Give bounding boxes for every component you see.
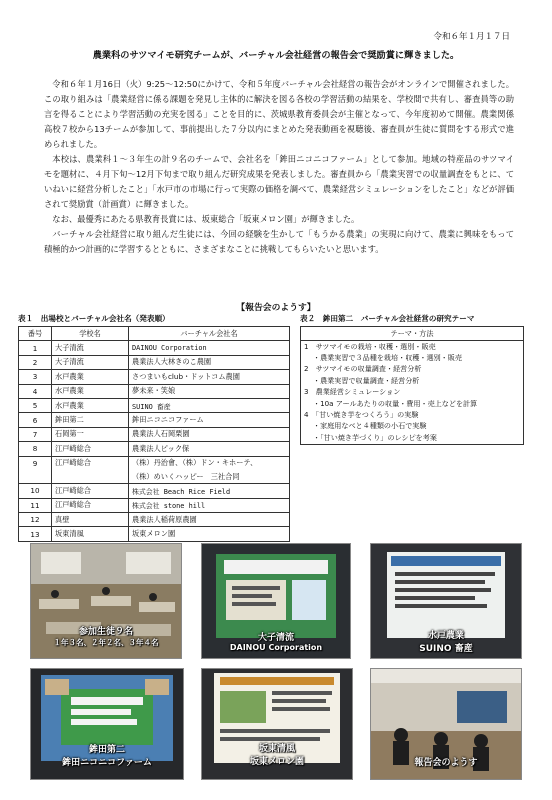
table-row <box>301 375 524 386</box>
row-number: 4 <box>19 384 52 398</box>
row-school: 江戸崎総合 <box>52 442 129 456</box>
table-row <box>19 498 290 512</box>
table-row <box>19 427 290 441</box>
row-company: さつまいもclub・ドットコム農園 <box>129 370 290 384</box>
method-item: ・「甘い焼き芋づくり」のレシピを考案 <box>301 432 524 444</box>
photo-bando <box>201 668 353 780</box>
research-theme-table <box>300 326 524 445</box>
photo-session <box>370 668 522 780</box>
row-school: 鉾田第二 <box>52 413 129 427</box>
table-row <box>19 398 290 412</box>
method-item: ・家庭用なべと４種類の小石で実験 <box>301 421 524 432</box>
row-number: 11 <box>19 498 52 512</box>
row-school: 大子清流 <box>52 355 129 369</box>
table1-caption: 表１ 出場校とバーチャル会社名（発表順） <box>18 314 170 323</box>
table-row <box>301 341 524 353</box>
table-row <box>19 513 290 527</box>
photo-daigo <box>201 543 351 659</box>
method-item: ・農業実習で収量調査・経営分析 <box>301 375 524 386</box>
theme-item: 2 サツマイモの収量調査・経営分析 <box>301 364 524 375</box>
photo-caption-line2: 坂東メロン園 <box>249 757 304 767</box>
paragraph-1: 令和６年１月16日（火）9:25～12:50にかけて、令和５年度バーチャル会社経営の報告会がオンラインで開催されました。この取り組みは「農業経営に係る課題を発見し主体的に解決を図る各校の学習活動の結果を、学校間で共有し、審査員等の助言を得ることにより学習活動の充実を図る」ことを目的に、茨城県教育委員会が主催となって、今年度初めて開催。農業関係高校７校から13チームが参加して、事前提出した７分以内にまとめた発表動画を視聴後、審査員が生徒に質問をする形式で進められました。 <box>44 79 514 149</box>
row-school: 水戸農業 <box>52 370 129 384</box>
table-row <box>301 387 524 398</box>
document-date: 令和６年１月１７日 <box>433 32 510 42</box>
table-row <box>301 409 524 420</box>
row-number: 7 <box>19 427 52 441</box>
table-row <box>19 470 290 484</box>
paragraph-3: なお、最優秀にあたる県教育長賞には、坂東総合「坂東メロン園」が輝きました。 <box>52 214 360 224</box>
table-row <box>19 442 290 456</box>
table-row <box>19 355 290 369</box>
row-company: 坂東メロン園 <box>129 527 290 541</box>
row-school <box>52 470 129 484</box>
photo-caption-line1: 大子清流 <box>257 633 294 643</box>
section-title: 【報告会のようす】 <box>236 303 316 313</box>
paragraph-2: 本校は、農業科１～３年生の計９名のチームで、会社名を「鉾田ニコニコファーム」として参加。地域の特産品のサツマイモを題材に、４月下旬～12月下旬まで取り組んだ研究成果を発表しました。審査員から「農業実習での収量調査をもとに、ていねいに経営分析したこと」「水戸市の市場に行って実際の価格を調べて、農業経営シミュレーションをしたこと」などが評価されて奨励賞（計画賞）に輝きました。 <box>44 154 514 209</box>
row-school: 大子清流 <box>52 341 129 355</box>
row-company: 株式会社 Beach Rice Field <box>129 484 290 498</box>
row-school: 江戸崎総合 <box>52 484 129 498</box>
table1-header-school: 学校名 <box>52 327 129 341</box>
table-row <box>301 398 524 409</box>
photo-caption-line1: 報告会のようす <box>414 758 478 768</box>
row-number: 13 <box>19 527 52 541</box>
row-number: 10 <box>19 484 52 498</box>
table-row <box>19 384 290 398</box>
row-school: 江戸崎総合 <box>52 456 129 470</box>
table1-header-number: 番号 <box>19 327 52 341</box>
photo-mito <box>370 543 522 659</box>
headline: 農業科のサツマイモ研究チームが、バーチャル会社経営の報告会で奨励賞に輝きました。 <box>92 50 460 61</box>
photo-caption-line1: 鉾田第二 <box>88 745 125 755</box>
table-row <box>19 370 290 384</box>
table1-header-company: バーチャル会社名 <box>129 327 290 341</box>
row-company: （株）丹治會、（株）ドン・キホーテ、 <box>129 456 290 470</box>
row-school: 水戸農業 <box>52 398 129 412</box>
row-school: 水戸農業 <box>52 384 129 398</box>
row-company: 農業法人稲荷原農園 <box>129 513 290 527</box>
photo-caption-line2: １年３名、２年２名、３年４名 <box>53 638 159 647</box>
row-number: 6 <box>19 413 52 427</box>
theme-item: 1 サツマイモの栽培・収穫・選別・販売 <box>301 341 524 353</box>
row-company: 農業法人ピック保 <box>129 442 290 456</box>
method-item: ・農業実習で３品種を栽培・収穫・選別・販売 <box>301 352 524 363</box>
photo-caption-line2: 鉾田ニコニコファーム <box>62 758 152 768</box>
photo-participants <box>30 543 182 659</box>
photo-hokota <box>30 668 184 780</box>
table2-caption: 表２ 鉾田第二 バーチャル会社経営の研究テーマ <box>300 314 475 323</box>
row-school: 江戸崎総合 <box>52 498 129 512</box>
row-number: 8 <box>19 442 52 456</box>
photo-caption-line1: 水戸農業 <box>427 631 464 641</box>
participants-table <box>18 326 290 542</box>
paragraph-4: バーチャル会社経営に取り組んだ生徒には、今回の経験を生かして「もうかる農業」の実現に向けて、農業に興味をもって積極的かつ計画的に学習するとともに、さまざまなことに挑戦してもらいたいと思います。 <box>44 229 514 254</box>
row-number: 9 <box>19 456 52 470</box>
table-row <box>19 341 290 355</box>
table-row <box>301 432 524 444</box>
row-number: 5 <box>19 398 52 412</box>
row-number: 2 <box>19 355 52 369</box>
table2-header: テーマ・方法 <box>301 327 524 341</box>
theme-item: 4 「甘い焼き芋をつくろう」の実験 <box>301 409 524 420</box>
photo-caption-line2: SUINO 畜産 <box>419 644 473 654</box>
table-row <box>19 527 290 541</box>
table-row <box>301 364 524 375</box>
row-number <box>19 470 52 484</box>
photo-caption-line1: 参加生徒９名 <box>78 627 133 637</box>
photo-caption-line1: 坂東清風 <box>258 744 295 754</box>
table-row <box>19 484 290 498</box>
table-row <box>301 421 524 432</box>
row-school: 坂東清風 <box>52 527 129 541</box>
table-row <box>19 456 290 470</box>
row-company: 農業法人石岡栗園 <box>129 427 290 441</box>
row-company: 鉾田ニコニコファーム <box>129 413 290 427</box>
row-company: DAINOU Corporation <box>129 341 290 355</box>
row-company: SUINO 畜産 <box>129 398 290 412</box>
article-body <box>44 77 514 257</box>
photo-caption-line2: DAINOU Corporation <box>229 643 323 652</box>
row-school: 真壁 <box>52 513 129 527</box>
row-company: 株式会社 stone hill <box>129 498 290 512</box>
row-company: 農業法人大林きのこ農園 <box>129 355 290 369</box>
table-row <box>19 413 290 427</box>
row-company: （株）めいくハッピー 三社合同 <box>129 470 290 484</box>
row-number: 3 <box>19 370 52 384</box>
theme-item: 3 農業経営シミュレーション <box>301 387 524 398</box>
row-number: 12 <box>19 513 52 527</box>
row-school: 石岡第一 <box>52 427 129 441</box>
row-company: 夢未来・笑娘 <box>129 384 290 398</box>
table-row <box>301 352 524 363</box>
method-item: ・10a アールあたりの収量・費用・売上などを計算 <box>301 398 524 409</box>
row-number: 1 <box>19 341 52 355</box>
